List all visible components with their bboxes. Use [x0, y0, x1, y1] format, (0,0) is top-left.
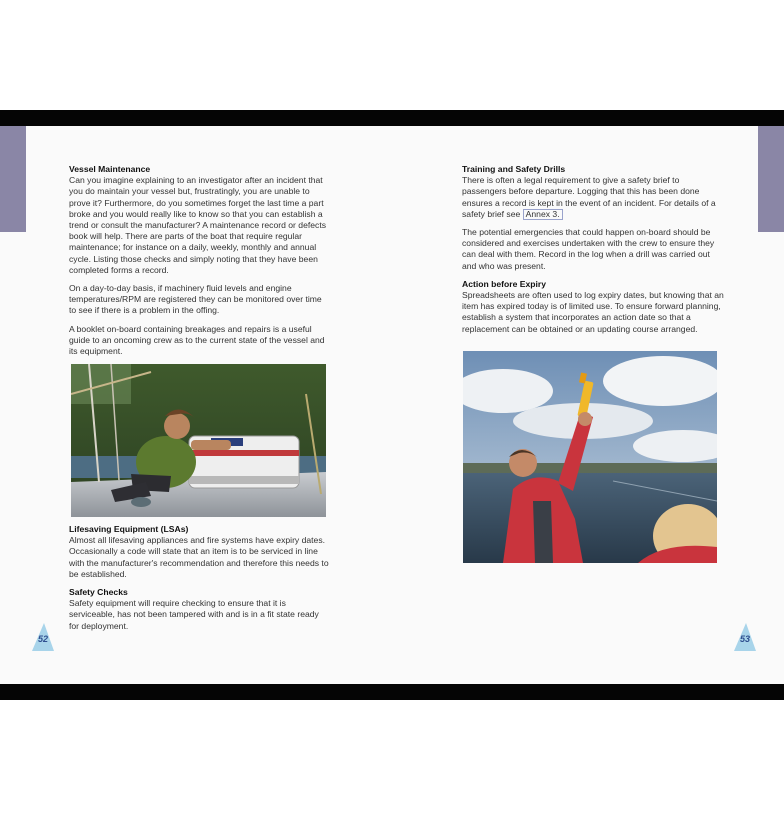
- training-paragraph-2: The potential emergencies that could happen on-board should be considered and exercises undertaken with the crew to ensure they can deal with them. Record in the log when a drill was carried out and who was present.: [462, 227, 715, 271]
- flare-photo: [463, 351, 717, 563]
- left-column-bottom: [69, 524, 329, 639]
- training-heading: Training and Safety Drills: [462, 164, 566, 174]
- action-paragraph: Spreadsheets are often used to log expiry dates, but knowing that an item has expired today is of limited use. To ensure forward planning, establish a system that incorporates an action date so that a replacement can be obtained or an updating course arranged.: [462, 290, 724, 334]
- lifesaving-paragraph: Almost all lifesaving appliances and fire systems have expiry dates. Occasionally a code will state that an item is to be serviced in line with the manufacturer's recommendation and therefore this needs to be established.: [69, 535, 329, 579]
- left-section-tab: [0, 126, 26, 232]
- annex-3-link[interactable]: Annex 3.: [523, 209, 563, 220]
- left-column-top: [69, 164, 329, 364]
- training-paragraph-1: [462, 175, 724, 220]
- left-page-number-text: 52: [37, 634, 48, 644]
- training-paragraph-1-text: There is often a legal requirement to give a safety brief to passengers before departure. Logging that this has been done ensures a record is kept in the event of an incident. For details of a safety brief see: [462, 175, 716, 219]
- safety-checks-paragraph: Safety equipment will require checking to ensure that it is serviceable, has not been tampered with and is in a fit state ready for deployment.: [69, 598, 319, 631]
- right-column: [462, 164, 724, 342]
- vessel-maintenance-paragraph-2: On a day-to-day basis, if machinery fluid levels and engine temperatures/RPM are registered they can be monitored over time to see if there is a problem in the offing.: [69, 283, 322, 316]
- vessel-maintenance-heading: Vessel Maintenance: [69, 164, 151, 174]
- top-black-bar: [0, 110, 784, 126]
- right-page-number: [733, 622, 757, 652]
- liferaft-photo: [71, 364, 326, 517]
- vessel-maintenance-paragraph-1: Can you imagine explaining to an investigator after an incident that you do maintain your vessel but, frustratingly, you are unable to prove it? Furthermore, do you sometimes forget the last time a part broke and you would really like to know so that you can establish a trend or consult the manufacturer? A maintenance record or defects book will help. There are parts of the boat that require regular maintenance; for instance on a daily, weekly, monthly and annual cycle. Listing those checks and simply noting that they have been completed forms a record.: [69, 175, 327, 275]
- safety-checks-heading: Safety Checks: [69, 587, 128, 598]
- action-heading: Action before Expiry: [462, 278, 547, 289]
- vessel-maintenance-paragraph-3: A booklet on-board containing breakages and repairs is a useful guide to an oncoming crew as to the current state of the vessel and its equipment.: [69, 323, 325, 357]
- bottom-black-bar: [0, 684, 784, 700]
- lifesaving-heading: Lifesaving Equipment (LSAs): [69, 524, 189, 534]
- right-page-number-text: 53: [739, 634, 750, 644]
- right-section-tab: [758, 126, 784, 232]
- left-page-number: [31, 622, 55, 652]
